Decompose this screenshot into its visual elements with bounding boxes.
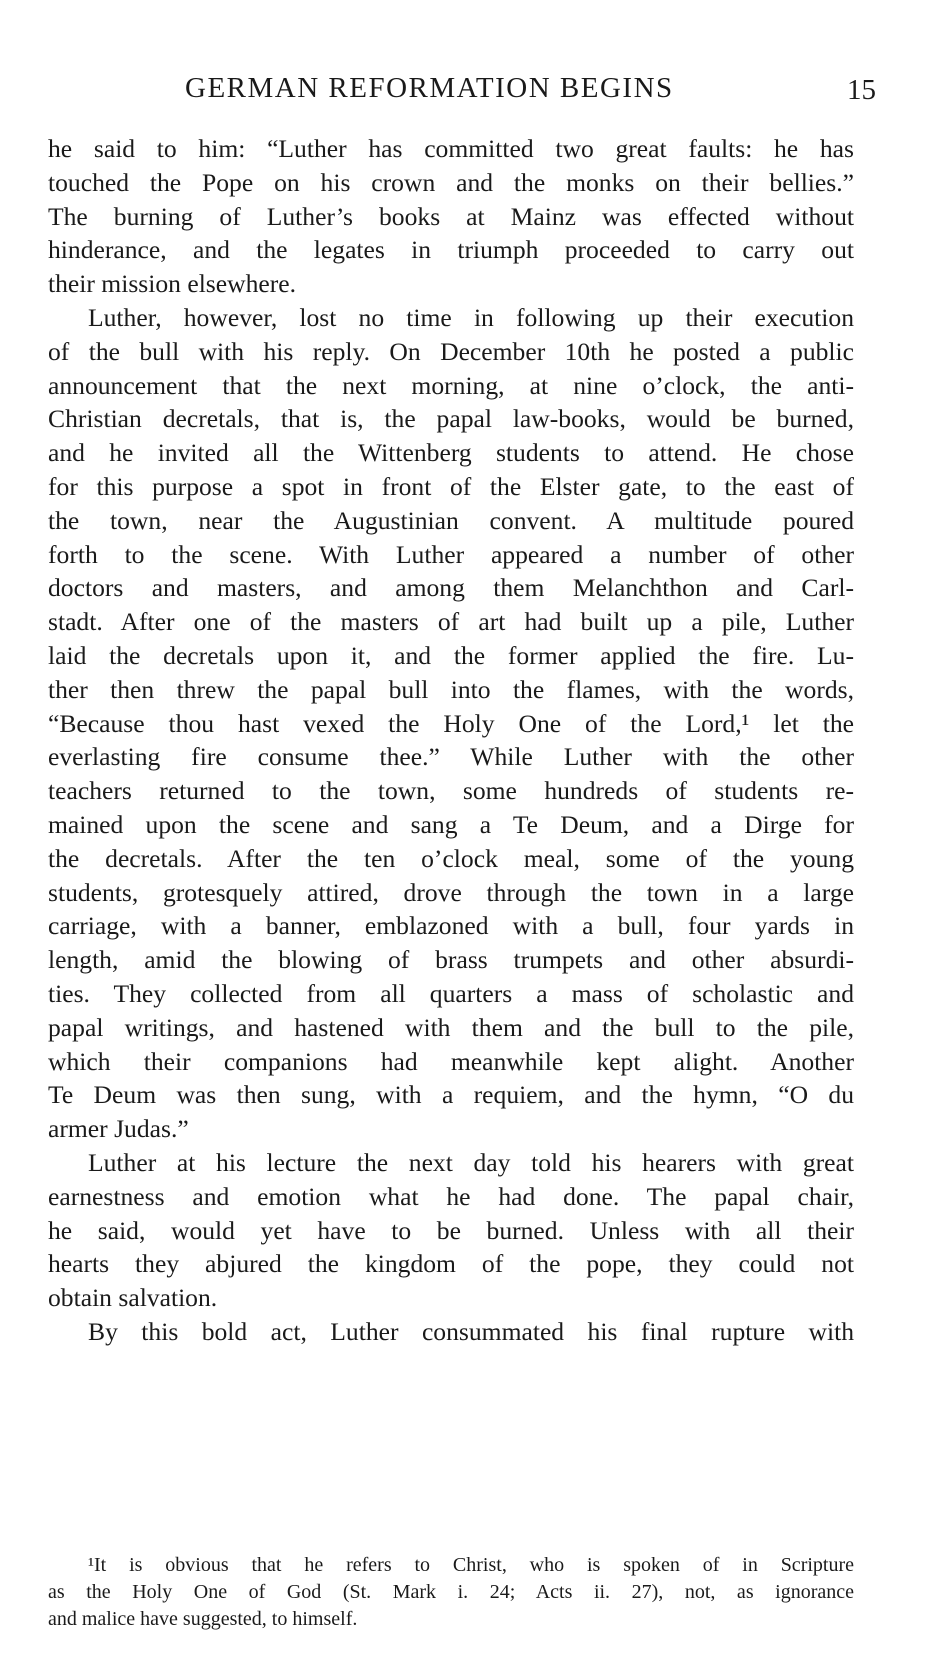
text-line: students, grotesquely attired, drove through the town in a large	[48, 877, 854, 907]
text-line: doctors and masters, and among them Melanchthon and Carl-	[48, 573, 854, 603]
paragraph	[48, 1315, 854, 1349]
text-line: hinderance, and the legates in triumph proceeded to carry out	[48, 235, 854, 265]
paragraph	[48, 132, 854, 301]
text-line: ther then threw the papal bull into the flames, with the words,	[48, 674, 854, 704]
text-line: stadt. After one of the masters of art had built up a pile, Luther	[48, 607, 854, 637]
text-line: papal writings, and hastened with them and the bull to the pile,	[48, 1012, 854, 1042]
text-line: forth to the scene. With Luther appeared a number of other	[48, 539, 854, 569]
footnote-line: as the Holy One of God (St. Mark i. 24; Acts ii. 27), not, as ignorance	[48, 1581, 854, 1603]
text-line: and he invited all the Wittenberg students to attend. He chose	[48, 438, 854, 468]
paragraph	[48, 301, 854, 1146]
text-line: for this purpose a spot in front of the Elster gate, to the east of	[48, 471, 854, 501]
text-line: ties. They collected from all quarters a mass of scholastic and	[48, 978, 854, 1008]
text-line: By this bold act, Luther consummated his final rupture with	[88, 1316, 854, 1346]
text-line: of the bull with his reply. On December 10th he posted a public	[48, 336, 854, 366]
text-line: “Because thou hast vexed the Holy One of the Lord,¹ let the	[48, 708, 854, 738]
text-line: touched the Pope on his crown and the monks on their bellies.”	[48, 167, 854, 197]
text-line: length, amid the blowing of brass trumpets and other absurdi-	[48, 945, 854, 975]
text-line: carriage, with a banner, emblazoned with a bull, four yards in	[48, 911, 854, 941]
text-line: everlasting fire consume thee.” While Luther with the other	[48, 742, 854, 772]
text-line: teachers returned to the town, some hundreds of students re-	[48, 776, 854, 806]
text-line: he said to him: “Luther has committed two great faults: he has	[48, 134, 854, 163]
text-line: their mission elsewhere.	[48, 269, 297, 299]
running-head	[0, 72, 950, 112]
text-line: obtain salvation.	[48, 1283, 218, 1313]
text-line: he said, would yet have to be burned. Unless with all their	[48, 1215, 854, 1245]
page-number: 15	[847, 74, 876, 106]
text-line: Te Deum was then sung, with a requiem, and the hymn, “O du	[48, 1080, 854, 1110]
footnote-line: ¹It is obvious that he refers to Christ, who is spoken of in Scripture	[88, 1554, 854, 1576]
text-line: Luther at his lecture the next day told his hearers with great	[88, 1147, 854, 1177]
text-line: mained upon the scene and sang a Te Deum, and a Dirge for	[48, 809, 854, 839]
text-line: the town, near the Augustinian convent. A multitude poured	[48, 505, 854, 535]
text-line: Christian decretals, that is, the papal law-books, would be burned,	[48, 404, 854, 434]
text-line: Luther, however, lost no time in following up their execution	[88, 302, 854, 332]
text-line: earnestness and emotion what he had done. The papal chair,	[48, 1181, 854, 1211]
body-text	[48, 132, 854, 1349]
footnote-line: and malice have suggested, to himself.	[48, 1608, 358, 1630]
text-line: the decretals. After the ten o’clock meal, some of the young	[48, 843, 854, 873]
text-line: announcement that the next morning, at nine o’clock, the anti-	[48, 370, 854, 400]
running-title: GERMAN REFORMATION BEGINS	[185, 72, 674, 104]
text-line: hearts they abjured the kingdom of the pope, they could not	[48, 1249, 854, 1279]
text-line: armer Judas.”	[48, 1114, 189, 1144]
paragraph	[48, 1146, 854, 1315]
text-line: which their companions had meanwhile kept alight. Another	[48, 1046, 854, 1076]
footnote	[48, 1552, 854, 1633]
text-line: The burning of Luther’s books at Mainz was effected without	[48, 201, 854, 231]
text-line: laid the decretals upon it, and the former applied the fire. Lu-	[48, 640, 854, 670]
